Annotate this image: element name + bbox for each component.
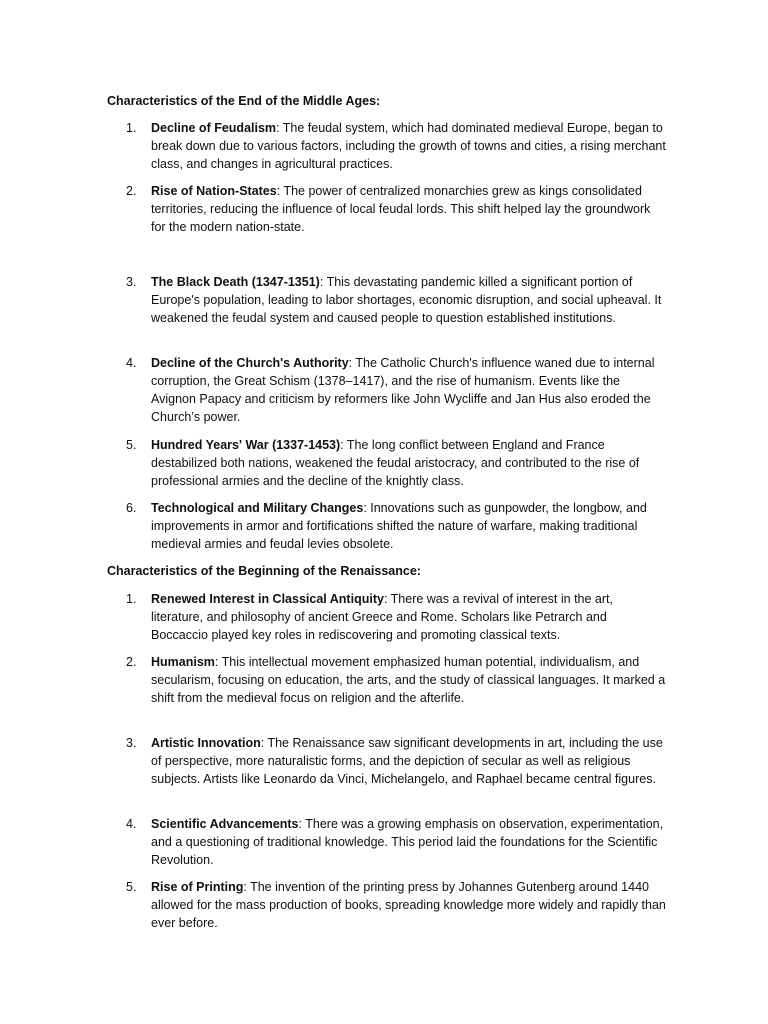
item-title: Decline of the Church's Authority bbox=[151, 356, 349, 370]
item-number: 1. bbox=[126, 121, 137, 135]
item-number: 4. bbox=[126, 817, 137, 831]
item-number: 5. bbox=[126, 438, 137, 452]
item-body bbox=[151, 878, 666, 932]
section-heading-middle-ages: Characteristics of the End of the Middle Ages: bbox=[107, 94, 381, 108]
item-number: 2. bbox=[126, 655, 137, 669]
item-body bbox=[151, 590, 666, 644]
item-text: : Innovations such as gunpowder, the longbow, and improvements in armor and fortifications shifted the nature of warfare, making traditional medieval armies and feudal levies obsolete. bbox=[151, 501, 647, 551]
item-number: 4. bbox=[126, 356, 137, 370]
item-text: : The Catholic Church's influence waned due to internal corruption, the Great Schism (1378–1417), and the rise of humanism. Events like the Avignon Papacy and criticism by reformers like John Wycliffe and Jan Hus also eroded the Church’s power. bbox=[151, 356, 655, 424]
item-body bbox=[151, 653, 666, 707]
item-title: The Black Death (1347-1351) bbox=[151, 275, 320, 289]
item-title: Humanism bbox=[151, 655, 215, 669]
item-body bbox=[151, 354, 666, 426]
item-number: 2. bbox=[126, 184, 137, 198]
item-body bbox=[151, 734, 666, 788]
item-number: 6. bbox=[126, 501, 137, 515]
item-title: Technological and Military Changes bbox=[151, 501, 364, 515]
item-title: Renewed Interest in Classical Antiquity bbox=[151, 592, 384, 606]
item-title: Hundred Years' War (1337-1453) bbox=[151, 438, 341, 452]
item-text: : The power of centralized monarchies grew as kings consolidated territories, reducing the influence of local feudal lords. This shift helped lay the groundwork for the modern nation-state. bbox=[151, 184, 651, 234]
item-body bbox=[151, 273, 666, 327]
item-body bbox=[151, 436, 666, 490]
item-text: : This intellectual movement emphasized human potential, individualism, and secularism, focusing on education, the arts, and the study of classical languages. It marked a shift from the medieval focus on religion and the afterlife. bbox=[151, 655, 666, 705]
item-title: Rise of Nation-States bbox=[151, 184, 277, 198]
item-body bbox=[151, 815, 666, 869]
item-title: Rise of Printing bbox=[151, 880, 244, 894]
item-title: Scientific Advancements bbox=[151, 817, 299, 831]
item-text: : The invention of the printing press by Johannes Gutenberg around 1440 allowed for the mass production of books, spreading knowledge more widely and rapidly than ever before. bbox=[151, 880, 666, 930]
item-body bbox=[151, 499, 666, 553]
item-text: : There was a revival of interest in the art, literature, and philosophy of ancient Greece and Rome. Scholars like Petrarch and Boccaccio played key roles in rediscovering and promoting classical texts. bbox=[151, 592, 613, 642]
item-number: 5. bbox=[126, 880, 137, 894]
item-body bbox=[151, 119, 666, 173]
section-heading-renaissance: Characteristics of the Beginning of the Renaissance: bbox=[107, 564, 421, 578]
item-text: : The Renaissance saw significant developments in art, including the use of perspective, more naturalistic forms, and the depiction of secular as well as religious subjects. Artists like Leonardo da Vinci, Michelangelo, and Raphael became central figures. bbox=[151, 736, 663, 786]
item-text: : The feudal system, which had dominated medieval Europe, began to break down due to various factors, including the growth of towns and cities, a rising merchant class, and changes in agricultural practices. bbox=[151, 121, 666, 171]
item-number: 1. bbox=[126, 592, 137, 606]
item-text: : The long conflict between England and France destabilized both nations, weakened the feudal aristocracy, and contributed to the rise of professional armies and the decline of the knightly class. bbox=[151, 438, 640, 488]
item-body bbox=[151, 182, 666, 236]
item-text: : This devastating pandemic killed a significant portion of Europe's population, leading to labor shortages, economic disruption, and social upheaval. It weakened the feudal system and caused people to question established institutions. bbox=[151, 275, 662, 325]
item-title: Artistic Innovation bbox=[151, 736, 261, 750]
item-title: Decline of Feudalism bbox=[151, 121, 277, 135]
item-text: : There was a growing emphasis on observation, experimentation, and a questioning of traditional knowledge. This period laid the foundations for the Scientific Revolution. bbox=[151, 817, 664, 867]
item-number: 3. bbox=[126, 736, 137, 750]
item-number: 3. bbox=[126, 275, 137, 289]
